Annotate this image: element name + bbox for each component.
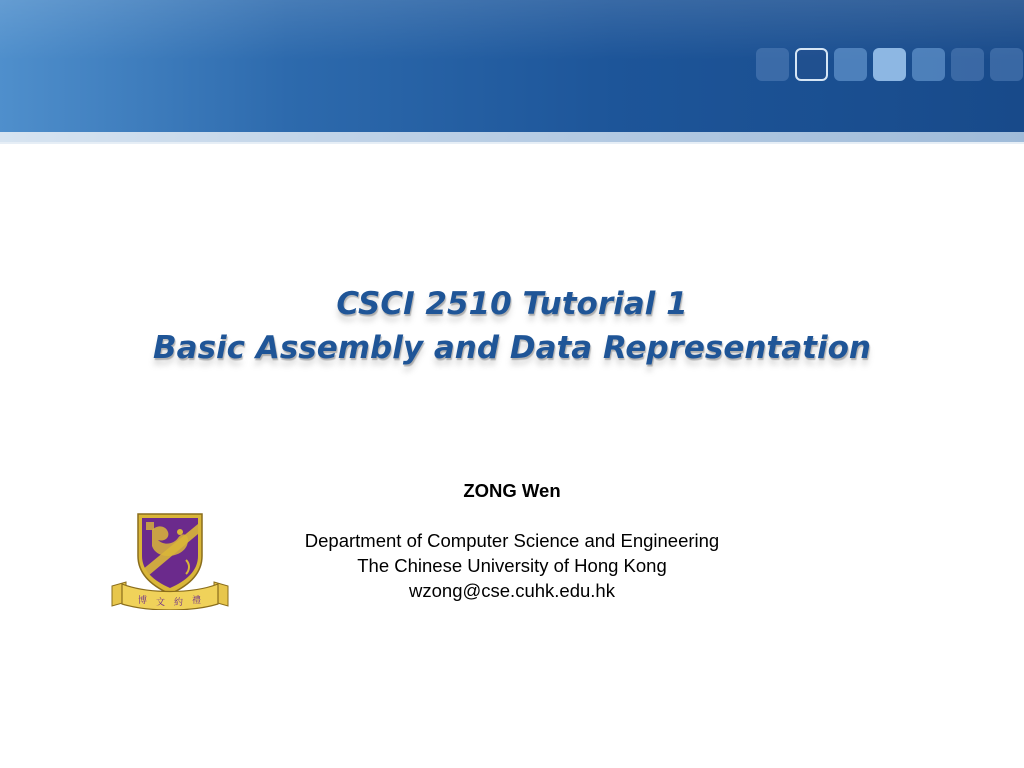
slide-title [0, 282, 1024, 370]
header-banner [0, 0, 1024, 132]
cuhk-crest-icon [108, 510, 232, 610]
tile-square-icon [990, 48, 1023, 81]
department-text: Department of Computer Science and Engineering [304, 530, 720, 551]
tile-square-icon [795, 48, 828, 81]
svg-text:禮: 禮 [192, 596, 202, 606]
tile-square-icon [834, 48, 867, 81]
title-line-2: Basic Assembly and Data Representation [153, 330, 871, 366]
decorative-tiles [756, 48, 1023, 82]
tile-square-icon [912, 48, 945, 81]
svg-text:博: 博 [138, 596, 148, 606]
email-text: wzong@cse.cuhk.edu.hk [409, 580, 615, 601]
tile-square-icon [756, 48, 789, 81]
header-accent-strip [0, 132, 1024, 142]
university-text: The Chinese University of Hong Kong [357, 555, 667, 576]
svg-text:文: 文 [156, 598, 166, 608]
header-divider [0, 142, 1024, 144]
svg-text:約: 約 [174, 598, 184, 608]
author-name: ZONG Wen [463, 480, 561, 501]
title-line-1: CSCI 2510 Tutorial 1 [336, 286, 688, 322]
tile-square-icon [873, 48, 906, 81]
tile-square-icon [951, 48, 984, 81]
